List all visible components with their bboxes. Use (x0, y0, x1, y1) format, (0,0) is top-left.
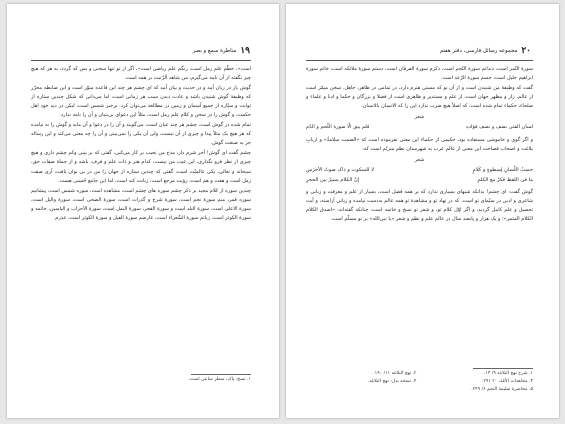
verse-hemistich: فلم یبق الّا صورة اللّحم و الدّم (306, 124, 370, 131)
verse-line (306, 123, 533, 133)
verse-heading-1: شعر (414, 114, 425, 121)
verse-heading-2: شعر (414, 156, 425, 163)
left-footnotes (31, 376, 251, 384)
left-paragraph-5: چندین سوره از کلام مجید بر ذکر چشم سوره های چشم است، مشاهده است، سوره شمس است، پیشانیم سوره قمر، منم سورهٔ نجم است، سورهٔ شرح و گذرات است، سورهٔ الضحی است، سورهٔ والیل است، سورهٔ الاعلی است، سورهٔ البلد است و سورهٔ الفجر، سورهٔ النمل است، سورهٔ الأحزاب و الیاسین، خاتمه و سورهٔ الکوثر است، زبانم سورهٔ الشّعراء است، عارضم سورهٔ الفیل و سورهٔ الکوثر است، عذرم. (31, 187, 251, 221)
verse-line (306, 166, 533, 176)
left-page-number: ۱۹ (240, 46, 250, 56)
left-page-running-title: مناظرهٔ سمع و بصر (192, 48, 237, 54)
verse-block-2 (306, 166, 533, 185)
right-paragraph-2: گفت که وظیفهٔ من شنیدن است و از آن تو که مستی هنرم دارد، در تمامی در ظاهر، جاهل. سخن میمّز است از عالم، زار و مظهر جهان است، از علم و مستدیر و ظاهری است از فضلا و بزرگان و حکما و ادبا و علماء و صلحاء، حکماء تمام شده است، که اصلاً هیچ ضرب ندارد این را که الانسان بالانسان. (306, 85, 533, 110)
right-page-body (306, 65, 533, 225)
verse-hemistich: إنّ الکلام یسیرٌ بین الحجرِ (306, 176, 360, 183)
right-footnote-5: ۵. محاضرة سلیمة النجم ۶/ ۲۴۹. (471, 387, 533, 392)
left-paragraph-4: چشم گفت ای گوش! آخر شرم دار، مدح من نجیب بر کار می‌کنی، گفتی که بر بینی وکم چشم داری و هیچ چیزی از نظر فرو نگذاری، این عیب من نیست، کدام هنر و ذات علم و فرف، باشد و از جملهٔ صفات حق، سبحانه و تعالی، یکی عالمیّت است، گفتی که چندین ستاره از جهان را من در بی نوان یافت، آری صفت زمل است و هفت و هم است، رؤیت مرجع است، زبانت کند است، اما این جامع حُسنی هست. (31, 150, 251, 184)
verse-block-1 (306, 123, 533, 133)
verse-hemistich: حسبُ اللّسانِ لِسطوةٍ و کَلامٍ (472, 167, 533, 174)
right-footnote-2: ۲. نهج البلاغه ۱۱/ ۱۹۰. (373, 371, 417, 376)
left-page-body (31, 65, 251, 224)
right-paragraph-1: سورهٔ النّمر است، دندانم سورهٔ النّجم است، ذکرم سورهٔ الفرقان است، دستم سورهٔ ملائکه است، خاتم سورهٔ ابراهیم خلیل است، جسم سورهٔ الرّعد است. (306, 66, 533, 82)
right-footnote-4: ۴. نسخه بدل: نهج البلاغه. (367, 379, 417, 384)
left-paragraph-1: است»، خطّم علم رمل است، رنگم علم ریاضی است»، اگر از تو تنها سخنی و بس که گردد، به هر که هیچ چیز نگفته از آن نامه می‌گیرم، من شاهد اَلرّتبت بر همه است. (31, 66, 251, 82)
left-page (7, 4, 279, 418)
right-header-rule (306, 60, 533, 61)
verse-line (306, 176, 533, 186)
right-footnote-rule (473, 368, 533, 369)
right-page-running-title: مجموعه رسائل فارسی، دفتر هفتم (439, 48, 518, 54)
verse-hemistich: لا للسکوت و ذاک صوتُ الأخرَسِ (306, 167, 374, 174)
left-paragraph-3: تمام شده در گوش است، چشم هر چند عیان است، می‌گویند و آن را در دعوا و آن مایه و گوش را نه نیامده که هر هیچ یک مثلاً پیدا و چیزی از آن نیست، ولی آن یکی را نمی‌بینی و آن را چه معنی می‌کند و این رساله جز به صنعت گوش. (31, 122, 251, 147)
verse-hemistich: لسان الفتی نصف و نصف فؤاده (466, 124, 533, 131)
left-paragraph-2: گوش باز در زبان آمد و در حدیث و بیان آمد که ای چشم هر چند این قاعده منوّر است و این ضابطه محرّر که وظیفهٔ گوش شنیدن باشد و عادت دیدن سبب هر زمانی است، اما می‌دانی که شکل چندین ستاره از ثوابت و سیّاره از جمیع آسمان و زمین در مطالعه می‌توان کرد. برخبر شمس است، لیکن در دید خود اهل حکمت، و گوش را در سخن و کلام علم رمل است، مثلاً این دعوای بی‌بنیان و آن را نامه ندارد. (31, 85, 251, 119)
left-header-rule (31, 60, 251, 61)
right-paragraph-3: و اگر گوی و خاموشی مستفاده بود، حکیمی از حکماء این معنی تفرموده است که «الصمت سلامةٌ» و اربابِ بلاغت و اصحاب فصاحت این معنی از عالم عرب به شهرستان نظم مترنّم است که: (306, 136, 533, 152)
right-page (286, 4, 559, 418)
left-page-header (47, 44, 250, 58)
verse-hemistich: ما فی اللفظ فکرٌ مع الکلمِ (477, 176, 533, 183)
right-footnotes (306, 370, 533, 394)
right-page-header (310, 44, 531, 58)
right-footnote-3: ۳. مجاهدات الأمّة، ۲۰ ۲۹۱. (481, 379, 533, 384)
right-paragraph-4: گوش گفت: ای چشم! بدانکه شبهای بسیاری ندارد که بر همه فضل است، بسیار از علم و معرفت و زبانی و شاعری و ادبی در سیّمای تو است، که در نهاد تو و مشاهدهٔ تو همه عالم به‌دست نیامده و زبانی آراسته، و آیت تحصیل و علم کامل گردید، و اگر اوّل کلام تو، و شعر تو نسخ و خاتمه است، چنانکه گفته‌اند: «اصدق الکلام الکلام المثمر»؛ و یک هزار و پانصد سال در عالم علم و نظم و شعر «یا نبی‌الله» بر تو مسلّم است. (306, 189, 533, 223)
right-footnote-1: ۱. شرح نهج البلاغه ۹/ ۱۳. (483, 371, 533, 376)
left-footnote-rule (191, 374, 251, 375)
right-page-number: ۲۰ (521, 46, 531, 56)
left-footnote-1: ۱. نسخ: پاک، سطر ساعی است. (188, 377, 251, 382)
